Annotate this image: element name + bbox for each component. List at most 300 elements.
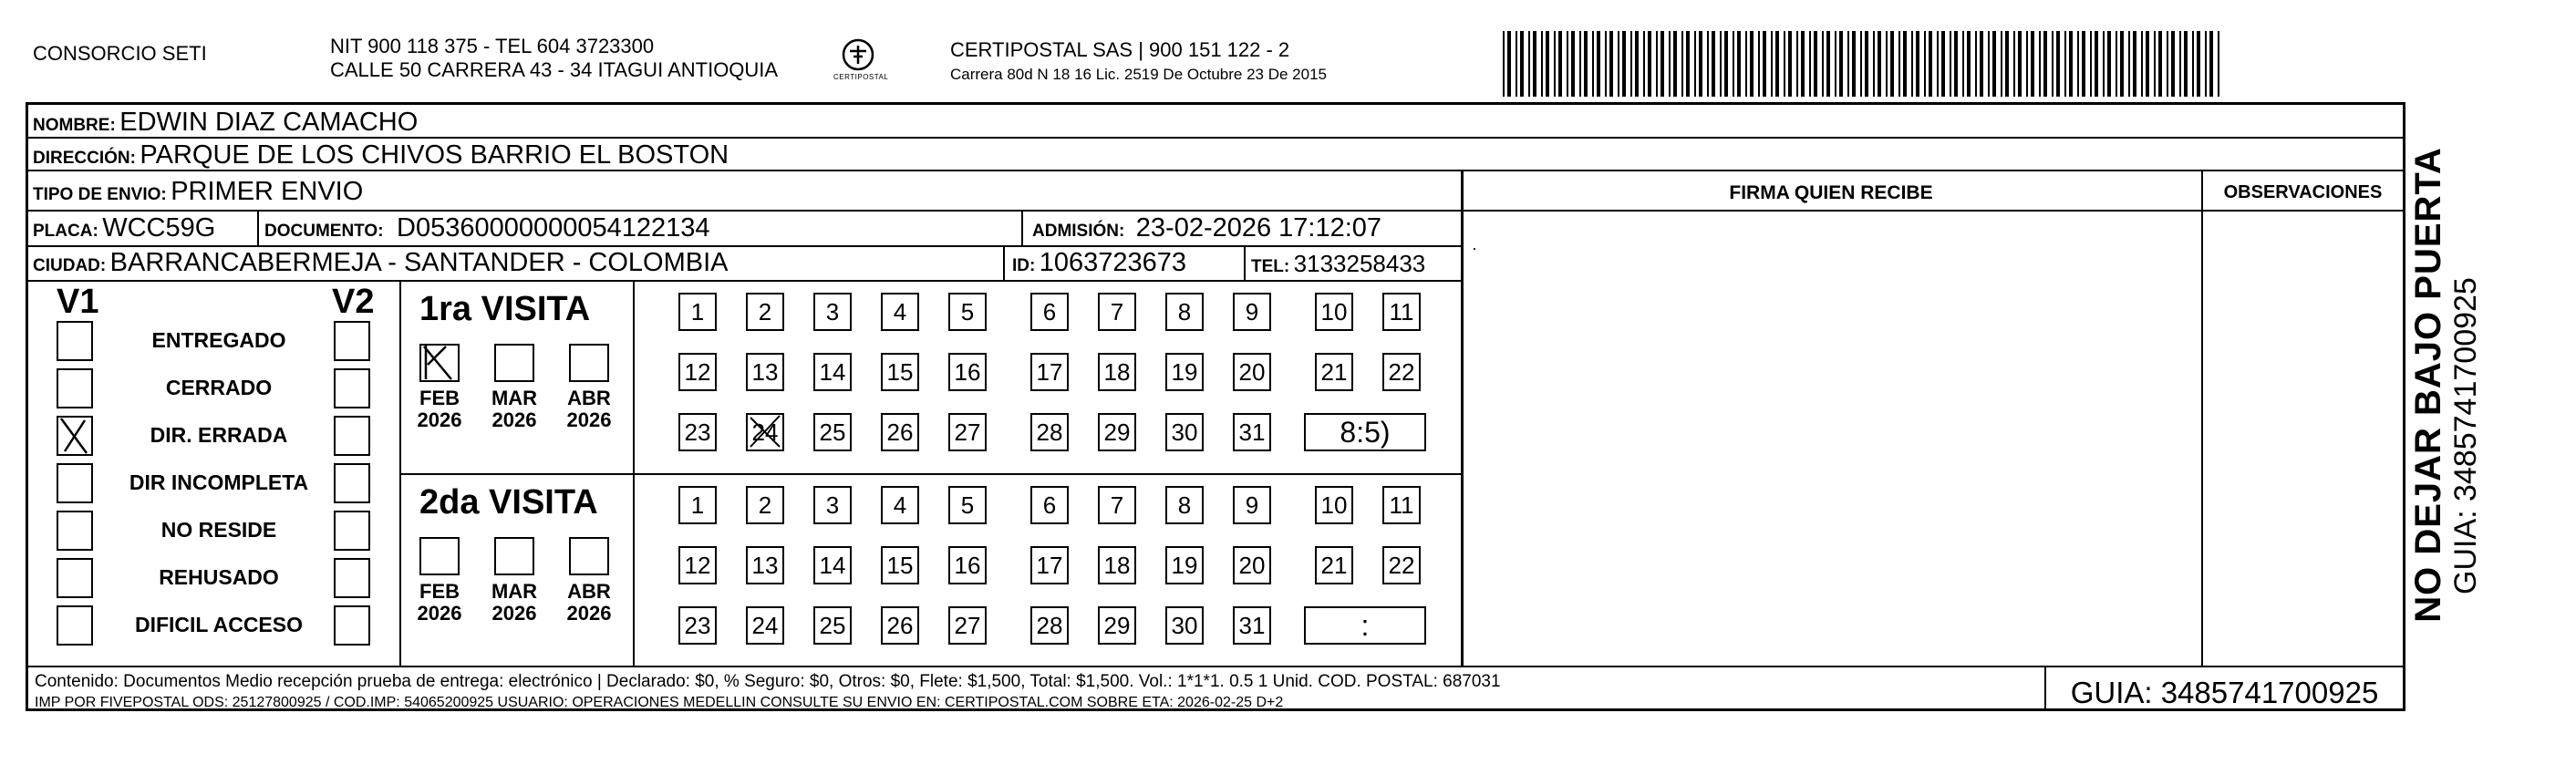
- first-visit-day-box[interactable]: [881, 353, 919, 391]
- footer-imp-line: IMP POR FIVEPOSTAL ODS: 25127800925 / COD.IMP: 54065200925 USUARIO: OPERACIONES MEDELLIN CONSULTE SU ENVIO EN: CERTIPOSTAL.COM SOBRE ETA: 2026-02-25 D+2: [35, 695, 1284, 710]
- day-number: 16: [954, 552, 981, 579]
- second-visit-day-box[interactable]: [813, 606, 852, 645]
- observaciones-header: OBSERVACIONES: [2223, 182, 2383, 202]
- second-visit-day-box[interactable]: [1233, 486, 1271, 524]
- day-number: 5: [960, 491, 975, 519]
- barcode-bar: [1541, 31, 1543, 97]
- documento-field: [264, 213, 710, 243]
- second-visit-day-box[interactable]: [678, 606, 717, 645]
- v2-checkbox[interactable]: [334, 416, 370, 456]
- day-number: 8: [1177, 491, 1192, 519]
- barcode-bar: [1801, 31, 1805, 97]
- day-number: 23: [684, 612, 711, 639]
- second-visit-month-checkbox[interactable]: [569, 537, 609, 575]
- day-number: 9: [1245, 298, 1259, 326]
- barcode-bar: [1758, 31, 1760, 97]
- second-visit-day-box[interactable]: [948, 606, 987, 645]
- placa-label: PLACA:: [33, 222, 98, 241]
- barcode-bar: [1941, 31, 1945, 97]
- barcode-bar: [1924, 31, 1926, 97]
- second-visit-time-box[interactable]: :: [1304, 606, 1426, 645]
- documento-label: DOCUMENTO:: [264, 222, 384, 241]
- second-visit-day-box[interactable]: [746, 606, 784, 645]
- barcode-bar: [1929, 31, 1932, 97]
- barcode-bar: [1618, 31, 1619, 97]
- first-visit-month-checkbox[interactable]: [419, 344, 460, 382]
- second-visit-day-box[interactable]: [881, 606, 919, 645]
- first-visit-day-box[interactable]: [881, 413, 919, 451]
- month-name: ABR: [567, 580, 611, 603]
- barcode-bar: [1669, 31, 1671, 97]
- footer-guia: GUIA: 3485741700925: [2070, 676, 2379, 709]
- barcode-bar: [2192, 31, 2194, 97]
- barcode-bar: [2205, 31, 2207, 97]
- barcode-bar: [1681, 31, 1683, 97]
- day-number: 31: [1238, 418, 1266, 446]
- barcode-bar: [2197, 31, 2200, 97]
- barcode-bar: [1763, 31, 1766, 97]
- v2-header: V2: [332, 283, 375, 321]
- status-label: DIR INCOMPLETA: [129, 470, 309, 494]
- barcode-bar: [1962, 31, 1964, 97]
- first-visit-day-box[interactable]: [1098, 413, 1136, 451]
- side-guia: GUIA: 3485741700925: [2448, 277, 2483, 594]
- day-number: 2: [758, 491, 772, 519]
- admision-label: ADMISIÓN:: [1032, 222, 1125, 241]
- second-visit-day-box[interactable]: [1030, 546, 1069, 584]
- barcode-bar: [1822, 31, 1824, 97]
- barcode-bar: [2179, 31, 2181, 97]
- barcode-bar: [1584, 31, 1588, 97]
- v1-header: V1: [57, 283, 99, 321]
- first-visit-day-box[interactable]: [813, 353, 852, 391]
- barcode-bar: [2120, 31, 2124, 97]
- barcode-bar: [1873, 31, 1875, 97]
- day-number: 26: [886, 612, 914, 639]
- day-number: 19: [1171, 552, 1198, 579]
- barcode-bar: [2069, 31, 2073, 97]
- v2-checkbox[interactable]: [334, 463, 370, 503]
- v2-checkbox[interactable]: [334, 321, 370, 361]
- barcode-bar: [1903, 31, 1907, 97]
- day-number: 3: [825, 491, 840, 519]
- barcode-bar: [1737, 31, 1741, 97]
- first-visit-day-box[interactable]: [1098, 293, 1136, 331]
- barcode-bar: [2116, 31, 2117, 97]
- day-number: 18: [1103, 552, 1131, 579]
- day-number: 10: [1320, 491, 1348, 519]
- barcode-bar: [1835, 31, 1836, 97]
- first-visit-day-box[interactable]: [746, 413, 784, 451]
- day-number: 4: [893, 491, 907, 519]
- barcode-bar: [1852, 31, 1856, 97]
- barcode-bar: [2218, 31, 2219, 97]
- day-number: 12: [684, 358, 711, 386]
- admision-field: [1032, 213, 1381, 243]
- direccion-value: PARQUE DE LOS CHIVOS BARRIO EL BOSTON: [140, 140, 729, 170]
- barcode-bar: [1605, 31, 1607, 97]
- day-number: 20: [1238, 358, 1266, 386]
- placa-value: WCC59G: [102, 213, 216, 243]
- first-visit-day-box[interactable]: [746, 353, 784, 391]
- day-number: 11: [1389, 491, 1414, 519]
- barcode-bar: [2039, 31, 2041, 97]
- first-visit-day-box[interactable]: [1382, 293, 1421, 331]
- first-visit-day-box[interactable]: [1165, 353, 1204, 391]
- first-visit-time-box[interactable]: 8:5): [1304, 413, 1426, 451]
- barcode-bar: [1597, 31, 1600, 97]
- first-visit-month-checkbox[interactable]: [569, 344, 609, 382]
- barcode-bar: [2103, 31, 2105, 97]
- first-visit-day-box[interactable]: [1098, 353, 1136, 391]
- barcode-bar: [1784, 31, 1785, 97]
- certipostal-line2: Carrera 80d N 18 16 Lic. 2519 De Octubre 23 De 2015: [950, 66, 1327, 83]
- first-visit-day-box[interactable]: [1233, 293, 1271, 331]
- first-visit-day-box[interactable]: [678, 293, 717, 331]
- second-visit-day-box[interactable]: [1233, 546, 1271, 584]
- barcode-bar: [1528, 31, 1530, 97]
- first-visit-day-box[interactable]: [948, 353, 987, 391]
- tel-field: [1251, 250, 1425, 278]
- second-visit-day-box[interactable]: [948, 486, 987, 524]
- second-visit-month-label: [410, 581, 469, 625]
- barcode-bar: [1707, 31, 1709, 97]
- first-visit-day-box[interactable]: [1315, 293, 1353, 331]
- day-number: 26: [886, 418, 914, 446]
- day-number: 3: [825, 298, 840, 326]
- first-visit-day-box[interactable]: [1233, 413, 1271, 451]
- second-visit-day-box[interactable]: [1098, 486, 1136, 524]
- barcode-bar: [1826, 31, 1830, 97]
- first-visit-month-checkbox[interactable]: [494, 344, 534, 382]
- month-name: MAR: [491, 580, 538, 603]
- first-visit-day-box[interactable]: [1233, 353, 1271, 391]
- second-visit-day-box[interactable]: [1315, 546, 1353, 584]
- barcode-bar: [1507, 31, 1511, 97]
- second-visit-day-box[interactable]: [1030, 606, 1069, 645]
- day-number: 22: [1388, 358, 1415, 386]
- tel-label: TEL:: [1251, 257, 1290, 276]
- second-visit-day-box[interactable]: [1382, 486, 1421, 524]
- second-visit-day-box[interactable]: [746, 546, 784, 584]
- day-number: 5: [960, 298, 975, 326]
- nombre-value: EDWIN DIAZ CAMACHO: [119, 108, 419, 137]
- day-number: 28: [1036, 612, 1063, 639]
- second-visit-day-box[interactable]: [1165, 486, 1204, 524]
- second-visit-day-box[interactable]: [1098, 606, 1136, 645]
- barcode-bar: [1673, 31, 1677, 97]
- barcode-bar: [1699, 31, 1702, 97]
- first-visit-title: 1ra VISITA: [419, 290, 591, 328]
- nombre-label: NOMBRE:: [33, 116, 116, 135]
- v2-checkbox[interactable]: [334, 368, 370, 408]
- barcode-bar: [1720, 31, 1722, 97]
- tel-value: 3133258433: [1293, 250, 1426, 277]
- day-number: 20: [1238, 552, 1266, 579]
- footer-content-line: Contenido: Documentos Medio recepción prueba de entrega: electrónico | Declarado: $0, % Seguro: $0, Otros: $0, Flete: $1,500, Total: $1,500. Vol.: 1*1*1. 0.5 1 Unid. COD. POSTAL: 687031: [35, 672, 1501, 691]
- day-number: 1: [690, 298, 705, 326]
- day-number: 10: [1320, 298, 1348, 326]
- day-number: 25: [819, 612, 846, 639]
- first-visit-month-label: [485, 388, 543, 431]
- ciudad-label: CIUDAD:: [33, 256, 107, 275]
- day-number: 21: [1320, 552, 1348, 579]
- barcode-bar: [2077, 31, 2079, 97]
- second-visit-month-checkbox[interactable]: [494, 537, 534, 575]
- barcode-bar: [1814, 31, 1817, 97]
- barcode-bar: [1775, 31, 1779, 97]
- barcode-bar: [1865, 31, 1868, 97]
- v1-checkbox[interactable]: [57, 368, 93, 408]
- admision-value: 23-02-2026 17:12:07: [1135, 213, 1382, 243]
- day-number: 25: [819, 418, 846, 446]
- barcode-bar: [1980, 31, 1983, 97]
- day-number: 6: [1042, 298, 1057, 326]
- barcode-bar: [1571, 31, 1575, 97]
- month-year: 2026: [566, 408, 612, 431]
- barcode-bar: [2141, 31, 2143, 97]
- v2-checkbox[interactable]: [334, 511, 370, 551]
- barcode-bar: [2171, 31, 2175, 97]
- barcode-bar: [1988, 31, 1990, 97]
- second-visit-day-box[interactable]: [881, 486, 919, 524]
- barcode-bar: [1622, 31, 1626, 97]
- status-label: ENTREGADO: [151, 328, 286, 352]
- day-number: 14: [819, 552, 846, 579]
- barcode-bar: [1745, 31, 1747, 97]
- barcode-bar: [1886, 31, 1888, 97]
- first-visit-day-box[interactable]: [678, 353, 717, 391]
- second-visit-month-checkbox[interactable]: [419, 537, 460, 575]
- status-label: CERRADO: [165, 376, 273, 399]
- signature-mark: ·: [1472, 239, 1477, 257]
- day-number: 13: [751, 358, 779, 386]
- documento-value: D05360000000054122134: [397, 213, 710, 243]
- barcode-bar: [1967, 31, 1971, 97]
- second-visit-day-box[interactable]: [1165, 606, 1204, 645]
- day-number: 30: [1171, 612, 1198, 639]
- month-year: 2026: [491, 602, 537, 625]
- day-number: 24: [751, 418, 779, 446]
- first-visit-day-box[interactable]: [813, 293, 852, 331]
- barcode-bar: [1724, 31, 1728, 97]
- barcode-bar: [1686, 31, 1690, 97]
- first-visit-day-box[interactable]: [1382, 353, 1421, 391]
- day-number: 22: [1388, 552, 1415, 579]
- barcode-bar: [2133, 31, 2136, 97]
- barcode-bar: [1992, 31, 1996, 97]
- barcode-bar: [1558, 31, 1562, 97]
- barcode-bar: [1847, 31, 1849, 97]
- direccion-field: [33, 140, 729, 170]
- day-number: 30: [1171, 418, 1198, 446]
- barcode-bar: [2018, 31, 2022, 97]
- first-visit-month-label: [410, 388, 469, 431]
- v1-checkbox[interactable]: [57, 321, 93, 361]
- ciudad-field: [33, 248, 729, 278]
- barcode-bar: [1635, 31, 1639, 97]
- barcode-bar: [2154, 31, 2156, 97]
- placa-field: [33, 213, 215, 243]
- day-number: 6: [1042, 491, 1057, 519]
- first-visit-day-box[interactable]: [881, 293, 919, 331]
- first-visit-day-box[interactable]: [1165, 293, 1204, 331]
- barcode-bar: [1503, 31, 1505, 97]
- first-visit-day-box[interactable]: [678, 413, 717, 451]
- second-visit-day-box[interactable]: [948, 546, 987, 584]
- v1-checkbox[interactable]: [57, 605, 93, 646]
- barcode-bar: [2095, 31, 2098, 97]
- barcode-bar: [1516, 31, 1517, 97]
- barcode-bar: [1809, 31, 1811, 97]
- second-visit-day-box[interactable]: [1098, 546, 1136, 584]
- day-number: 27: [954, 612, 981, 639]
- barcode-bar: [2056, 31, 2060, 97]
- second-visit-day-box[interactable]: [881, 546, 919, 584]
- barcode-bar: [1937, 31, 1939, 97]
- month-name: FEB: [419, 580, 460, 603]
- logo-caption: CERTIPOSTAL: [833, 73, 889, 81]
- barcode-bar: [1592, 31, 1594, 97]
- first-visit-day-box[interactable]: [1165, 413, 1204, 451]
- month-name: ABR: [567, 387, 611, 409]
- barcode-bar: [1733, 31, 1734, 97]
- barcode-bar: [1750, 31, 1754, 97]
- barcode-bar: [1546, 31, 1549, 97]
- barcode-bar: [2167, 31, 2168, 97]
- day-number: 15: [886, 552, 914, 579]
- certipostal-logo: [833, 36, 889, 84]
- side-warning: NO DEJAR BAJO PUERTA: [2408, 147, 2448, 623]
- barcode-bar: [1796, 31, 1798, 97]
- company-name: CONSORCIO SETI: [33, 42, 207, 65]
- second-visit-day-box[interactable]: [1233, 606, 1271, 645]
- first-visit-day-box[interactable]: [813, 413, 852, 451]
- barcode-bar: [2209, 31, 2213, 97]
- v1-checkbox[interactable]: [57, 416, 93, 456]
- status-label: NO RESIDE: [160, 518, 277, 542]
- first-visit-day-box[interactable]: [1030, 293, 1069, 331]
- day-number: 13: [751, 552, 779, 579]
- ciudad-value: BARRANCABERMEJA - SANTANDER - COLOMBIA: [109, 248, 729, 277]
- v2-checkbox[interactable]: [334, 605, 370, 646]
- barcode-bar: [1643, 31, 1645, 97]
- tipo-envio-field: [33, 177, 363, 207]
- status-label: DIFICIL ACCESO: [134, 613, 303, 636]
- month-year: 2026: [491, 408, 537, 431]
- day-number: 31: [1238, 612, 1266, 639]
- second-visit-day-box[interactable]: [1315, 486, 1353, 524]
- barcode: [1503, 31, 2223, 97]
- barcode-bar: [1579, 31, 1581, 97]
- barcode-bar: [2031, 31, 2034, 97]
- second-visit-day-box[interactable]: [1030, 486, 1069, 524]
- day-number: 28: [1036, 418, 1063, 446]
- barcode-bar: [2026, 31, 2028, 97]
- barcode-bar: [2001, 31, 2002, 97]
- second-visit-day-box[interactable]: [813, 486, 852, 524]
- barcode-bar: [1712, 31, 1715, 97]
- month-year: 2026: [417, 602, 462, 625]
- first-visit-day-box[interactable]: [1315, 353, 1353, 391]
- barcode-bar: [2052, 31, 2054, 97]
- second-visit-day-box[interactable]: [746, 486, 784, 524]
- barcode-bar: [1911, 31, 1913, 97]
- barcode-bar: [1630, 31, 1632, 97]
- day-number: 21: [1320, 358, 1348, 386]
- month-year: 2026: [417, 408, 462, 431]
- barcode-bar: [2090, 31, 2092, 97]
- barcode-bar: [1648, 31, 1651, 97]
- side-panel: [2408, 129, 2490, 640]
- second-visit-day-box[interactable]: [678, 546, 717, 584]
- v1-checkbox[interactable]: [57, 511, 93, 551]
- first-visit-day-box[interactable]: [948, 293, 987, 331]
- status-label: REHUSADO: [159, 565, 279, 589]
- address-line: CALLE 50 CARRERA 43 - 34 ITAGUI ANTIOQUIA: [330, 58, 779, 81]
- second-visit-day-box[interactable]: [678, 486, 717, 524]
- day-number: 2: [758, 298, 772, 326]
- barcode-bar: [1916, 31, 1919, 97]
- barcode-bar: [2184, 31, 2188, 97]
- barcode-bar: [1656, 31, 1658, 97]
- barcode-bar: [2146, 31, 2149, 97]
- direccion-label: DIRECCIÓN:: [33, 149, 136, 168]
- barcode-bar: [2064, 31, 2066, 97]
- month-name: FEB: [419, 387, 460, 409]
- barcode-bar: [1567, 31, 1568, 97]
- second-visit-day-box[interactable]: [813, 546, 852, 584]
- v1-checkbox[interactable]: [57, 463, 93, 503]
- barcode-bar: [2107, 31, 2111, 97]
- id-field: [1012, 248, 1186, 278]
- barcode-bar: [2005, 31, 2009, 97]
- day-number: 7: [1110, 298, 1124, 326]
- first-visit-day-box[interactable]: [948, 413, 987, 451]
- second-visit-day-box[interactable]: [1165, 546, 1204, 584]
- first-visit-day-box[interactable]: [746, 293, 784, 331]
- first-visit-day-box[interactable]: [1030, 353, 1069, 391]
- second-visit-title: 2da VISITA: [419, 483, 598, 522]
- day-number: 14: [819, 358, 846, 386]
- v2-checkbox[interactable]: [334, 558, 370, 598]
- firma-header: FIRMA QUIEN RECIBE: [1729, 182, 1933, 203]
- barcode-bar: [1533, 31, 1536, 97]
- day-number: 8: [1177, 298, 1192, 326]
- day-number: 29: [1103, 418, 1131, 446]
- day-number: 12: [684, 552, 711, 579]
- second-visit-month-label: [560, 581, 618, 625]
- barcode-bar: [1694, 31, 1696, 97]
- day-number: 15: [886, 358, 914, 386]
- barcode-bar: [1878, 31, 1881, 97]
- certipostal-line1: CERTIPOSTAL SAS | 900 151 122 - 2: [950, 38, 1290, 61]
- day-number: 23: [684, 418, 711, 446]
- barcode-bar: [1660, 31, 1664, 97]
- day-number: 27: [954, 418, 981, 446]
- id-value: 1063723673: [1039, 248, 1187, 277]
- v1-checkbox[interactable]: [57, 558, 93, 598]
- day-number: 18: [1103, 358, 1131, 386]
- first-visit-day-box[interactable]: [1030, 413, 1069, 451]
- barcode-bar: [1860, 31, 1862, 97]
- barcode-bar: [1520, 31, 1524, 97]
- nombre-field: [33, 108, 418, 138]
- second-visit-day-box[interactable]: [1382, 546, 1421, 584]
- barcode-bar: [1890, 31, 1894, 97]
- second-visit-month-label: [485, 581, 543, 625]
- barcode-bar: [1950, 31, 1951, 97]
